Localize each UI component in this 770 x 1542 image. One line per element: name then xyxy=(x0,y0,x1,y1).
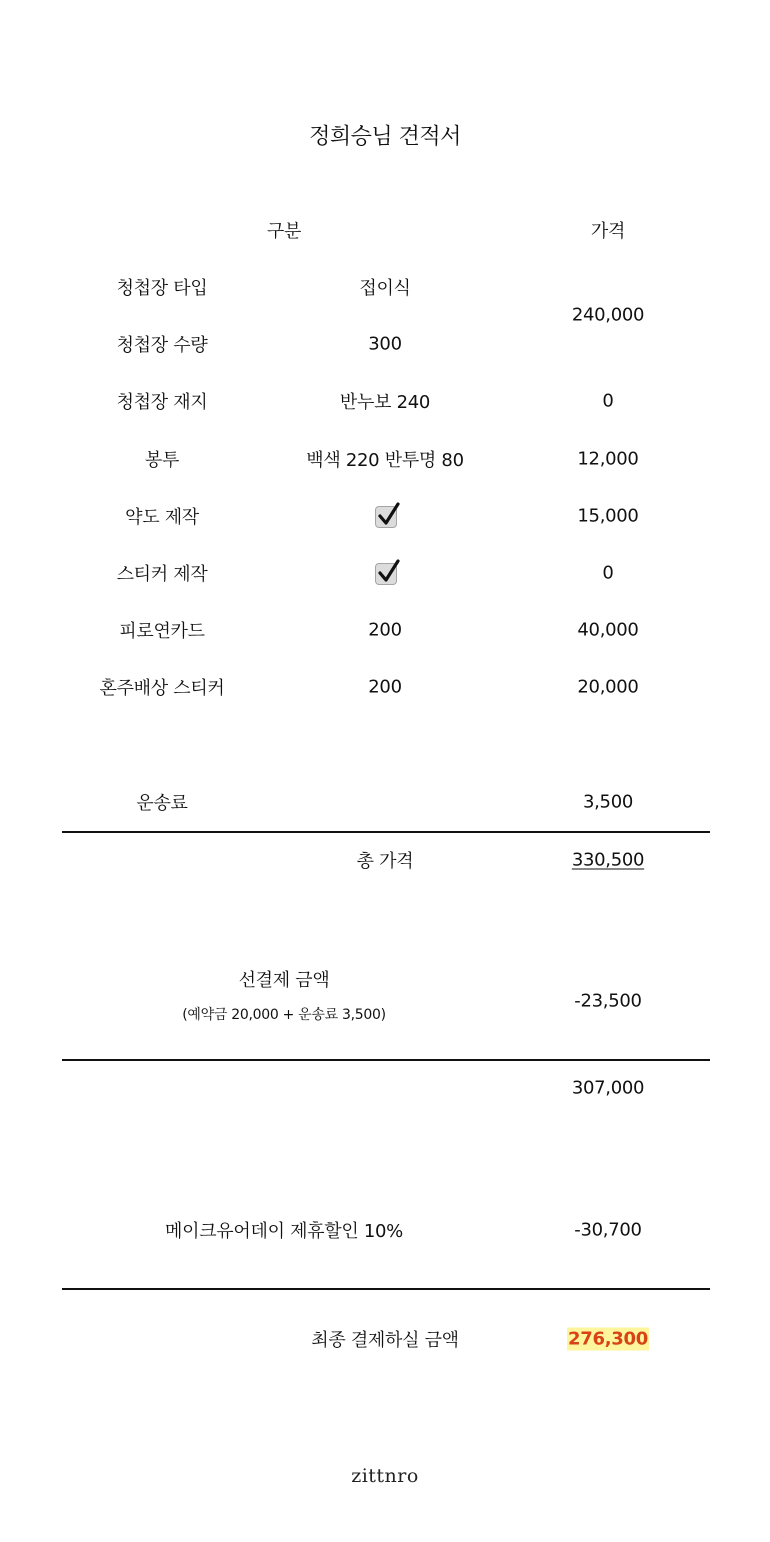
row-label-envelope: 봉투 xyxy=(144,450,180,471)
total-price: 330,500 xyxy=(571,849,645,871)
sticker-checkbox[interactable] xyxy=(375,563,397,585)
divider xyxy=(62,831,710,833)
row-value-card-paper: 반누보 240 xyxy=(339,392,431,413)
prepayment-label: 선결제 금액 xyxy=(238,970,330,991)
final-label: 최종 결제하실 금액 xyxy=(311,1330,459,1351)
prepayment-detail: (예약금 20,000 + 운송료 3,500) xyxy=(182,1007,386,1023)
discount-label: 메이크유어데이 제휴할인 10% xyxy=(165,1221,403,1242)
row-value-card-quantity: 300 xyxy=(368,333,402,355)
row-label-card-paper: 청첩장 재지 xyxy=(116,392,208,413)
row-label-card-type: 청첩장 타입 xyxy=(116,278,208,299)
divider xyxy=(62,1059,710,1061)
checkmark-icon xyxy=(377,501,401,527)
header-category: 구분 xyxy=(266,221,302,242)
row-label-sticker: 스티커 제작 xyxy=(116,564,208,585)
row-value-parents-sticker: 200 xyxy=(368,676,402,698)
row-label-card-quantity: 청첩장 수량 xyxy=(116,335,208,356)
page-title: 정희승님 견적서 xyxy=(309,124,461,150)
row-price-map: 15,000 xyxy=(577,505,639,527)
divider xyxy=(62,1288,710,1290)
discount-price: -30,700 xyxy=(574,1219,642,1241)
map-checkbox[interactable] xyxy=(375,506,397,528)
row-value-card-type: 접이식 xyxy=(359,278,411,299)
row-value-envelope: 백색 220 반투명 80 xyxy=(306,450,464,471)
row-label-parents-sticker: 혼주배상 스티커 xyxy=(99,678,225,699)
shipping-price: 3,500 xyxy=(582,791,634,813)
price-invitation: 240,000 xyxy=(571,304,645,326)
final-price: 276,300 xyxy=(568,1328,648,1350)
total-label: 총 가격 xyxy=(356,851,414,872)
row-label-reception-card: 피로연카드 xyxy=(119,621,205,642)
row-label-map: 약도 제작 xyxy=(125,507,199,528)
header-price: 가격 xyxy=(590,221,626,242)
row-price-card-paper: 0 xyxy=(602,390,614,412)
row-price-parents-sticker: 20,000 xyxy=(577,676,639,698)
row-price-envelope: 12,000 xyxy=(577,448,639,470)
prepayment-price: -23,500 xyxy=(574,990,642,1012)
checkmark-icon xyxy=(377,558,401,584)
row-value-reception-card: 200 xyxy=(368,619,402,641)
subtotal-price: 307,000 xyxy=(571,1077,645,1099)
row-price-reception-card: 40,000 xyxy=(577,619,639,641)
brand-logo: zittnro xyxy=(351,1465,419,1487)
shipping-label: 운송료 xyxy=(136,793,188,814)
row-price-sticker: 0 xyxy=(602,562,614,584)
